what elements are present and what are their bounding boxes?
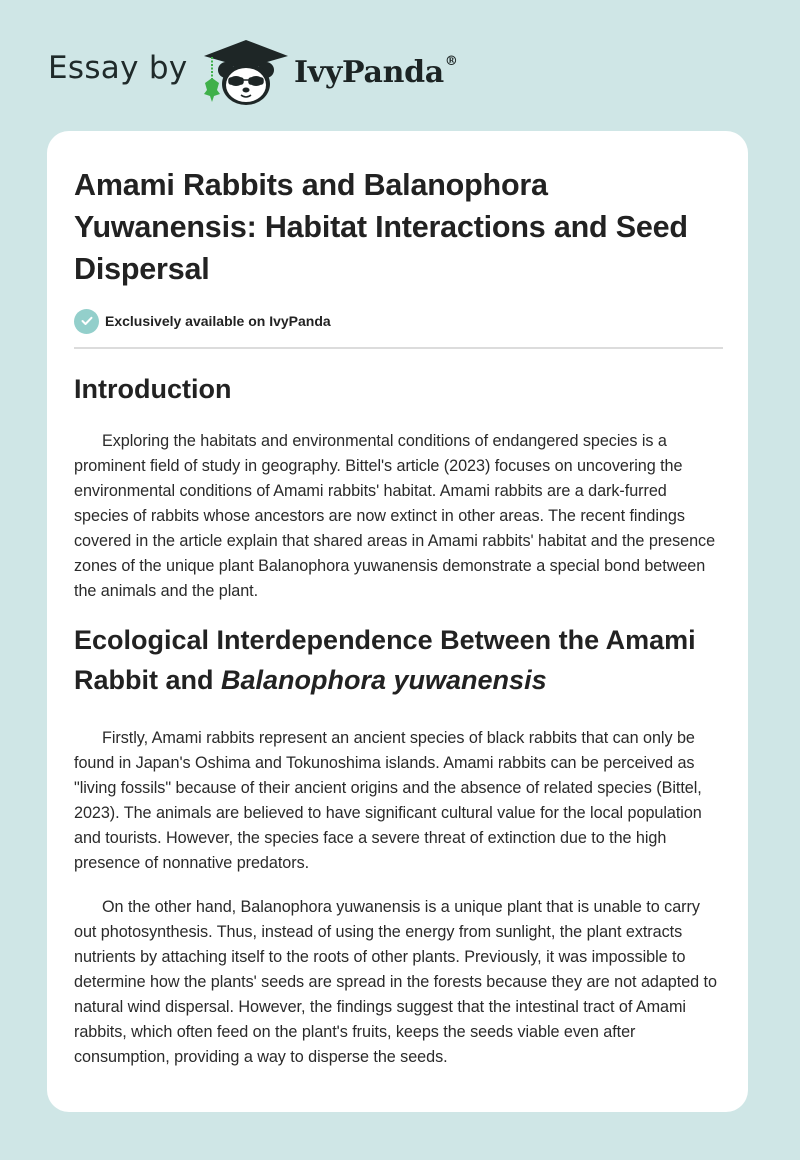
site-header bbox=[0, 0, 800, 130]
registered-mark: ® bbox=[444, 54, 458, 69]
essay-by-label: Essay by bbox=[48, 50, 188, 86]
heading-italic-species: Balanophora yuwanensis bbox=[221, 665, 547, 695]
paragraph: Exploring the habitats and environmental conditions of endangered species is a prominent field of study in geography. Bittel's article (2023) focuses on uncovering the environmental conditions of Amami rabbits' habitat. Amami rabbits are a dark-furred species of rabbits whose ancestors are now extinct in other areas. The recent findings covered in the article explain that shared areas in Amami rabbits' habitat and the presence zones of the unique plant Balanophora yuwanensis demonstrate a special bond between the animals and the plant. bbox=[74, 432, 716, 600]
heading-plain: Ecological Interdependence Between the Amami Rabbit and bbox=[74, 625, 696, 695]
divider bbox=[74, 347, 723, 349]
badge-label: Exclusively available on IvyPanda bbox=[105, 313, 331, 329]
brand-name: IvyPanda bbox=[294, 55, 444, 90]
section-heading-introduction: Introduction bbox=[74, 374, 232, 404]
check-circle-icon bbox=[74, 309, 99, 334]
essay-title: Amami Rabbits and Balanophora Yuwanensis: Habitat Interactions and Seed Dispersal bbox=[74, 168, 688, 286]
section-heading-ecological-interdependence bbox=[74, 620, 723, 700]
paragraph: Firstly, Amami rabbits represent an ancient species of black rabbits that can only be found in Japan's Oshima and Tokunoshima islands. Amami rabbits can be perceived as "living fossils" because of their ancient origins and the absence of related species (Bittel, 2023). The animals are believed to have significant cultural value for the local population and tourists. However, the species face a severe threat of extinction due to the high presence of nonnative predators. bbox=[74, 729, 702, 872]
exclusive-badge bbox=[74, 308, 723, 334]
ivypanda-logo[interactable] bbox=[294, 55, 458, 90]
paragraph: On the other hand, Balanophora yuwanensis is a unique plant that is unable to carry out photosynthesis. Thus, instead of using the energy from sunlight, the plant extracts nutrients by attaching itself to the roots of other plants. Previously, it was impossible to determine how the plants' seeds are spread in the forests because they are not adapted to natural wind dispersal. However, the findings suggest that the intestinal tract of Amami rabbits, which often feed on the plant's fruits, keeps the seeds viable even after consumption, providing a way to disperse the seeds. bbox=[74, 898, 717, 1066]
panda-graduate-icon[interactable] bbox=[200, 36, 292, 108]
essay-card bbox=[47, 131, 748, 1112]
essay-content bbox=[74, 164, 723, 1070]
